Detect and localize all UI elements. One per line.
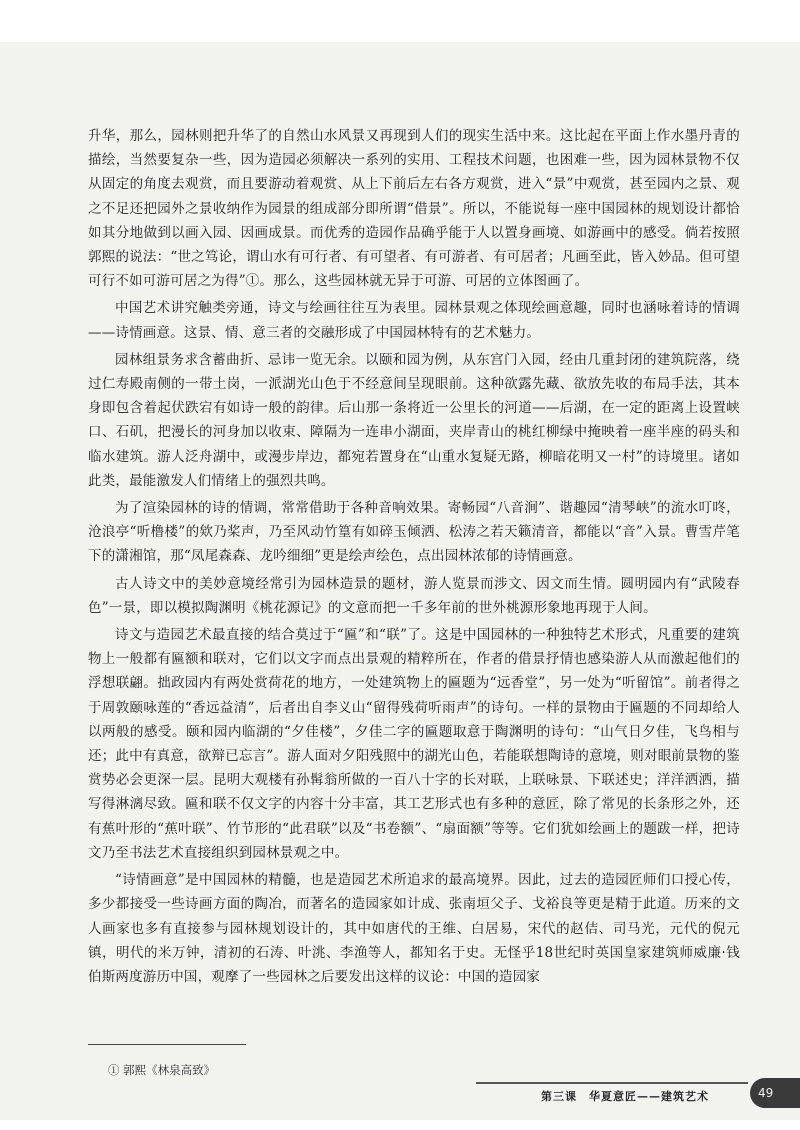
- running-footer: 第三课 华夏意匠——建筑艺术: [541, 1090, 709, 1103]
- page-number-tab: [750, 1078, 800, 1108]
- paragraph: 古人诗文中的美妙意境经常引为园林造景的题材，游人览景而涉文、因文而生情。圆明园内有“武陵春色”一景，即以模拟陶渊明《桃花源记》的文意而把一千多年前的世外桃源形象地再现于人间。: [88, 575, 740, 616]
- paragraph: 中国艺术讲究触类旁通，诗文与绘画往往互为表里。园林景观之体现绘画意趣，同时也涵咏着诗的情调——诗情画意。这景、情、意三者的交融形成了中国园林特有的艺术魅力。: [88, 300, 740, 341]
- footnote: ① 郭熙《林泉高致》: [108, 1063, 216, 1077]
- book-page: [0, 42, 800, 1120]
- paragraph: “诗情画意”是中国园林的精髓，也是造园艺术所追求的最高境界。因此，过去的造园匠师们口授心传，多少都接受一些诗画方面的陶冶，而著名的造园家如计成、张南垣父子、戈裕良等更是精于此道。历来的文人画家也多有直接参与园林规划设计的，其中如唐代的王维、白居易，宋代的赵佶、司马光，元代的倪元镇，明代的米万钟，清初的石涛、叶洮、李渔等人，都知名于史。无怪乎18世纪时英国皇家建筑师威廉·钱伯斯两度游历中国，观摩了一些园林之后要发出这样的议论：中国的造园家: [88, 872, 740, 985]
- page-number: 49: [758, 1086, 774, 1100]
- body-text: [88, 124, 740, 992]
- paragraph: 诗文与造园艺术最直接的结合莫过于“匾”和“联”了。这是中国园林的一种独特艺术形式，凡重要的建筑物上一般都有匾额和联对，它们以文字而点出景观的精粹所在，作者的借景抒情也感染游人从而激起他们的浮想联翩。拙政园内有两处赏荷花的地方，一处建筑物上的匾题为“远香堂”，另一处为“听留馆”。前者得之于周敦颐咏莲的“香远益清”，后者出自李义山“留得残荷听雨声”的诗句。一样的景物由于匾题的不同却给人以两般的感受。颐和园内临湖的“夕佳楼”，夕佳二字的匾题取意于陶渊明的诗句：“山气日夕佳，飞鸟相与还；此中有真意，欲辩已忘言”。游人面对夕阳残照中的湖光山色，若能联想陶诗的意境，则对眼前景物的鉴赏势必会更深一层。昆明大观楼有孙髯翁所做的一百八十字的长对联，上联咏景、下联述史；洋洋洒洒，描写得淋漓尽致。匾和联不仅文字的内容十分丰富，其工艺形式也有多种的意匠，除了常见的长条形之外，还有蕉叶形的“蕉叶联”、竹节形的“此君联”以及“书卷额”、“扇面额”等等。它们犹如绘画上的题跋一样，把诗文乃至书法艺术直接组织到园林景观之中。: [88, 627, 740, 861]
- footnote-divider: [88, 1044, 246, 1045]
- paragraph: 园林组景务求含蓄曲折、忌讳一览无余。以颐和园为例，从东宫门入园，经由几重封闭的建筑院落，绕过仁寿殿南侧的一带土岗，一派湖光山色于不经意间呈现眼前。这种欲露先藏、欲放先收的布局手法，其本身即包含着起伏跌宕有如诗一般的韵律。后山那一条将近一公里长的河道——后湖，在一定的距离上设置峡口、石矶，把漫长的河身加以收束、障隔为一连串小湖面，夹岸青山的桃红柳绿中掩映着一座半座的码头和临水建筑。游人泛舟湖中，或漫步岸边，都宛若置身在“山重水复疑无路，柳暗花明又一村”的诗境里。诸如此类，最能激发人们情绪上的强烈共鸣。: [88, 351, 740, 489]
- footer-divider: [476, 1082, 748, 1084]
- paragraph: 升华，那么，园林则把升华了的自然山水风景又再现到人们的现实生活中来。这比起在平面上作水墨丹青的描绘，当然要复杂一些，因为造园必须解决一系列的实用、工程技术问题，也困难一些，因为园林景物不仅从固定的角度去观赏，而且要游动着观赏、从上下前后左右各方观赏，进入“景”中观赏，甚至园内之景、观之不足还把园外之景收纳作为园景的组成部分即所谓“借景”。所以，不能说每一座中国园林的规划设计都恰如其分地做到以画入园、因画成景。而优秀的造园作品确乎能于人以置身画境、如游画中的感受。倘若按照郭熙的说法：“世之笃论，谓山水有可行者、有可望者、有可游者、有可居者；凡画至此，皆入妙品。但可望可行不如可游可居之为得”①。那么，这些园林就无异于可游、可居的立体图画了。: [88, 128, 740, 290]
- paragraph: 为了渲染园林的诗的情调，常常借助于各种音响效果。寄畅园“八音涧”、谐趣园“清琴峡”的流水叮咚，沧浪亭“听橹楼”的欸乃桨声，乃至风动竹篁有如碎玉倾洒、松涛之若天籁清音，都能以“音”入景。曹雪芹笔下的潇湘馆，那“凤尾森森、龙吟细细”更是绘声绘色，点出园林浓郁的诗情画意。: [88, 500, 740, 565]
